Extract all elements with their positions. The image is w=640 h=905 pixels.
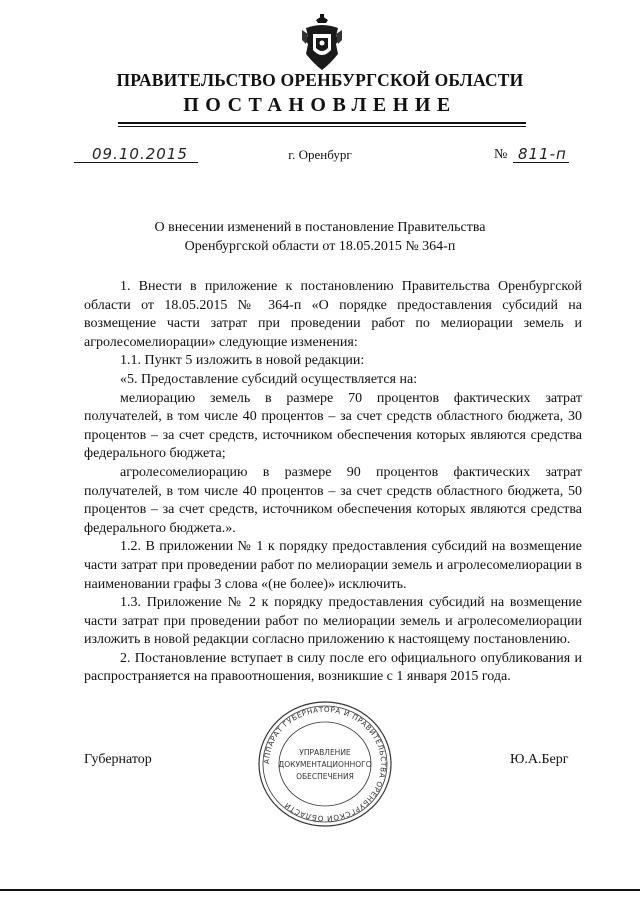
- signer-position: Губернатор: [84, 752, 152, 767]
- title-line-1: О внесении изменений в постановление Правительства: [154, 220, 486, 235]
- stamp-center-line-3: ОБЕСПЕЧЕНИЯ: [296, 772, 354, 781]
- paragraph-melioration: мелиорацию земель в размере 70 процентов фактических затрат получателей, в том числе 40 процентов – за счет средств областного бюджета, 30 процентов – за счет средств, источником обеспечения которых являются средства федерального бюджета;: [84, 390, 582, 462]
- signer-name: Ю.А.Берг: [510, 752, 569, 767]
- stamp-center-line-2: ДОКУМЕНТАЦИОННОГО: [278, 760, 372, 769]
- document-body: [84, 278, 582, 687]
- header-rule-thin: [118, 126, 526, 127]
- bottom-rule: [0, 889, 640, 891]
- header-rule-thick: [118, 122, 526, 124]
- document-city: г. Оренбург: [288, 147, 352, 162]
- stamp-ring-text: АППАРАТ ГУБЕРНАТОРА И ПРАВИТЕЛЬСТВА ОРЕНБУРГСКОЙ ОБЛАСТИ: [261, 704, 389, 824]
- document-title: [0, 218, 640, 256]
- paragraph-1: 1. Внести в приложение к постановлению Правительства Оренбургской области от 18.05.2015 № 364-п «О порядке предоставления субсидий на возмещение части затрат при проведении работ по мелиорации земель и агролесомелиорации» следующие изменения:: [84, 279, 582, 350]
- paragraph-1-1: 1.1. Пункт 5 изложить в новой редакции:: [120, 353, 365, 369]
- number-label: №: [494, 147, 508, 162]
- document-date: 09.10.2015: [92, 145, 188, 163]
- paragraph-5-intro: «5. Предоставление субсидий осуществляется на:: [120, 371, 418, 387]
- paragraph-agroforestry: агролесомелиорацию в размере 90 процентов фактических затрат получателей, в том числе 40 процентов – за счет средств областного бюджета, 50 процентов – за счет средств, источником обеспечения которых являются средства федерального бюджета.».: [84, 464, 582, 536]
- government-name: ПРАВИТЕЛЬСТВО ОРЕНБУРГСКОЙ ОБЛАСТИ: [116, 70, 524, 90]
- stamp-center-line-1: УПРАВЛЕНИЕ: [299, 748, 351, 757]
- document-type: ПОСТАНОВЛЕНИЕ: [183, 94, 457, 116]
- coat-of-arms-emblem: [300, 14, 344, 72]
- official-stamp-seal: [255, 698, 395, 830]
- document-number: 811-п: [518, 145, 567, 163]
- paragraph-2: 2. Постановление вступает в силу после его официального опубликования и распространяется на правоотношения, возникшие с 1 января 2015 года.: [84, 650, 582, 685]
- title-line-2: Оренбургской области от 18.05.2015 № 364-п: [184, 239, 456, 254]
- paragraph-1-2: 1.2. В приложении № 1 к порядку предоставления субсидий на возмещение части затрат при проведении работ по мелиорации земель и агролесомелиорации в наименовании графы 3 слова «(не более)» исключить.: [84, 539, 582, 592]
- paragraph-1-3: 1.3. Приложение № 2 к порядку предоставления субсидий на возмещение части затрат при проведении работ по мелиорации земель и агролесомелиорации изложить в новой редакции согласно приложению к настоящему постановлению.: [84, 595, 582, 648]
